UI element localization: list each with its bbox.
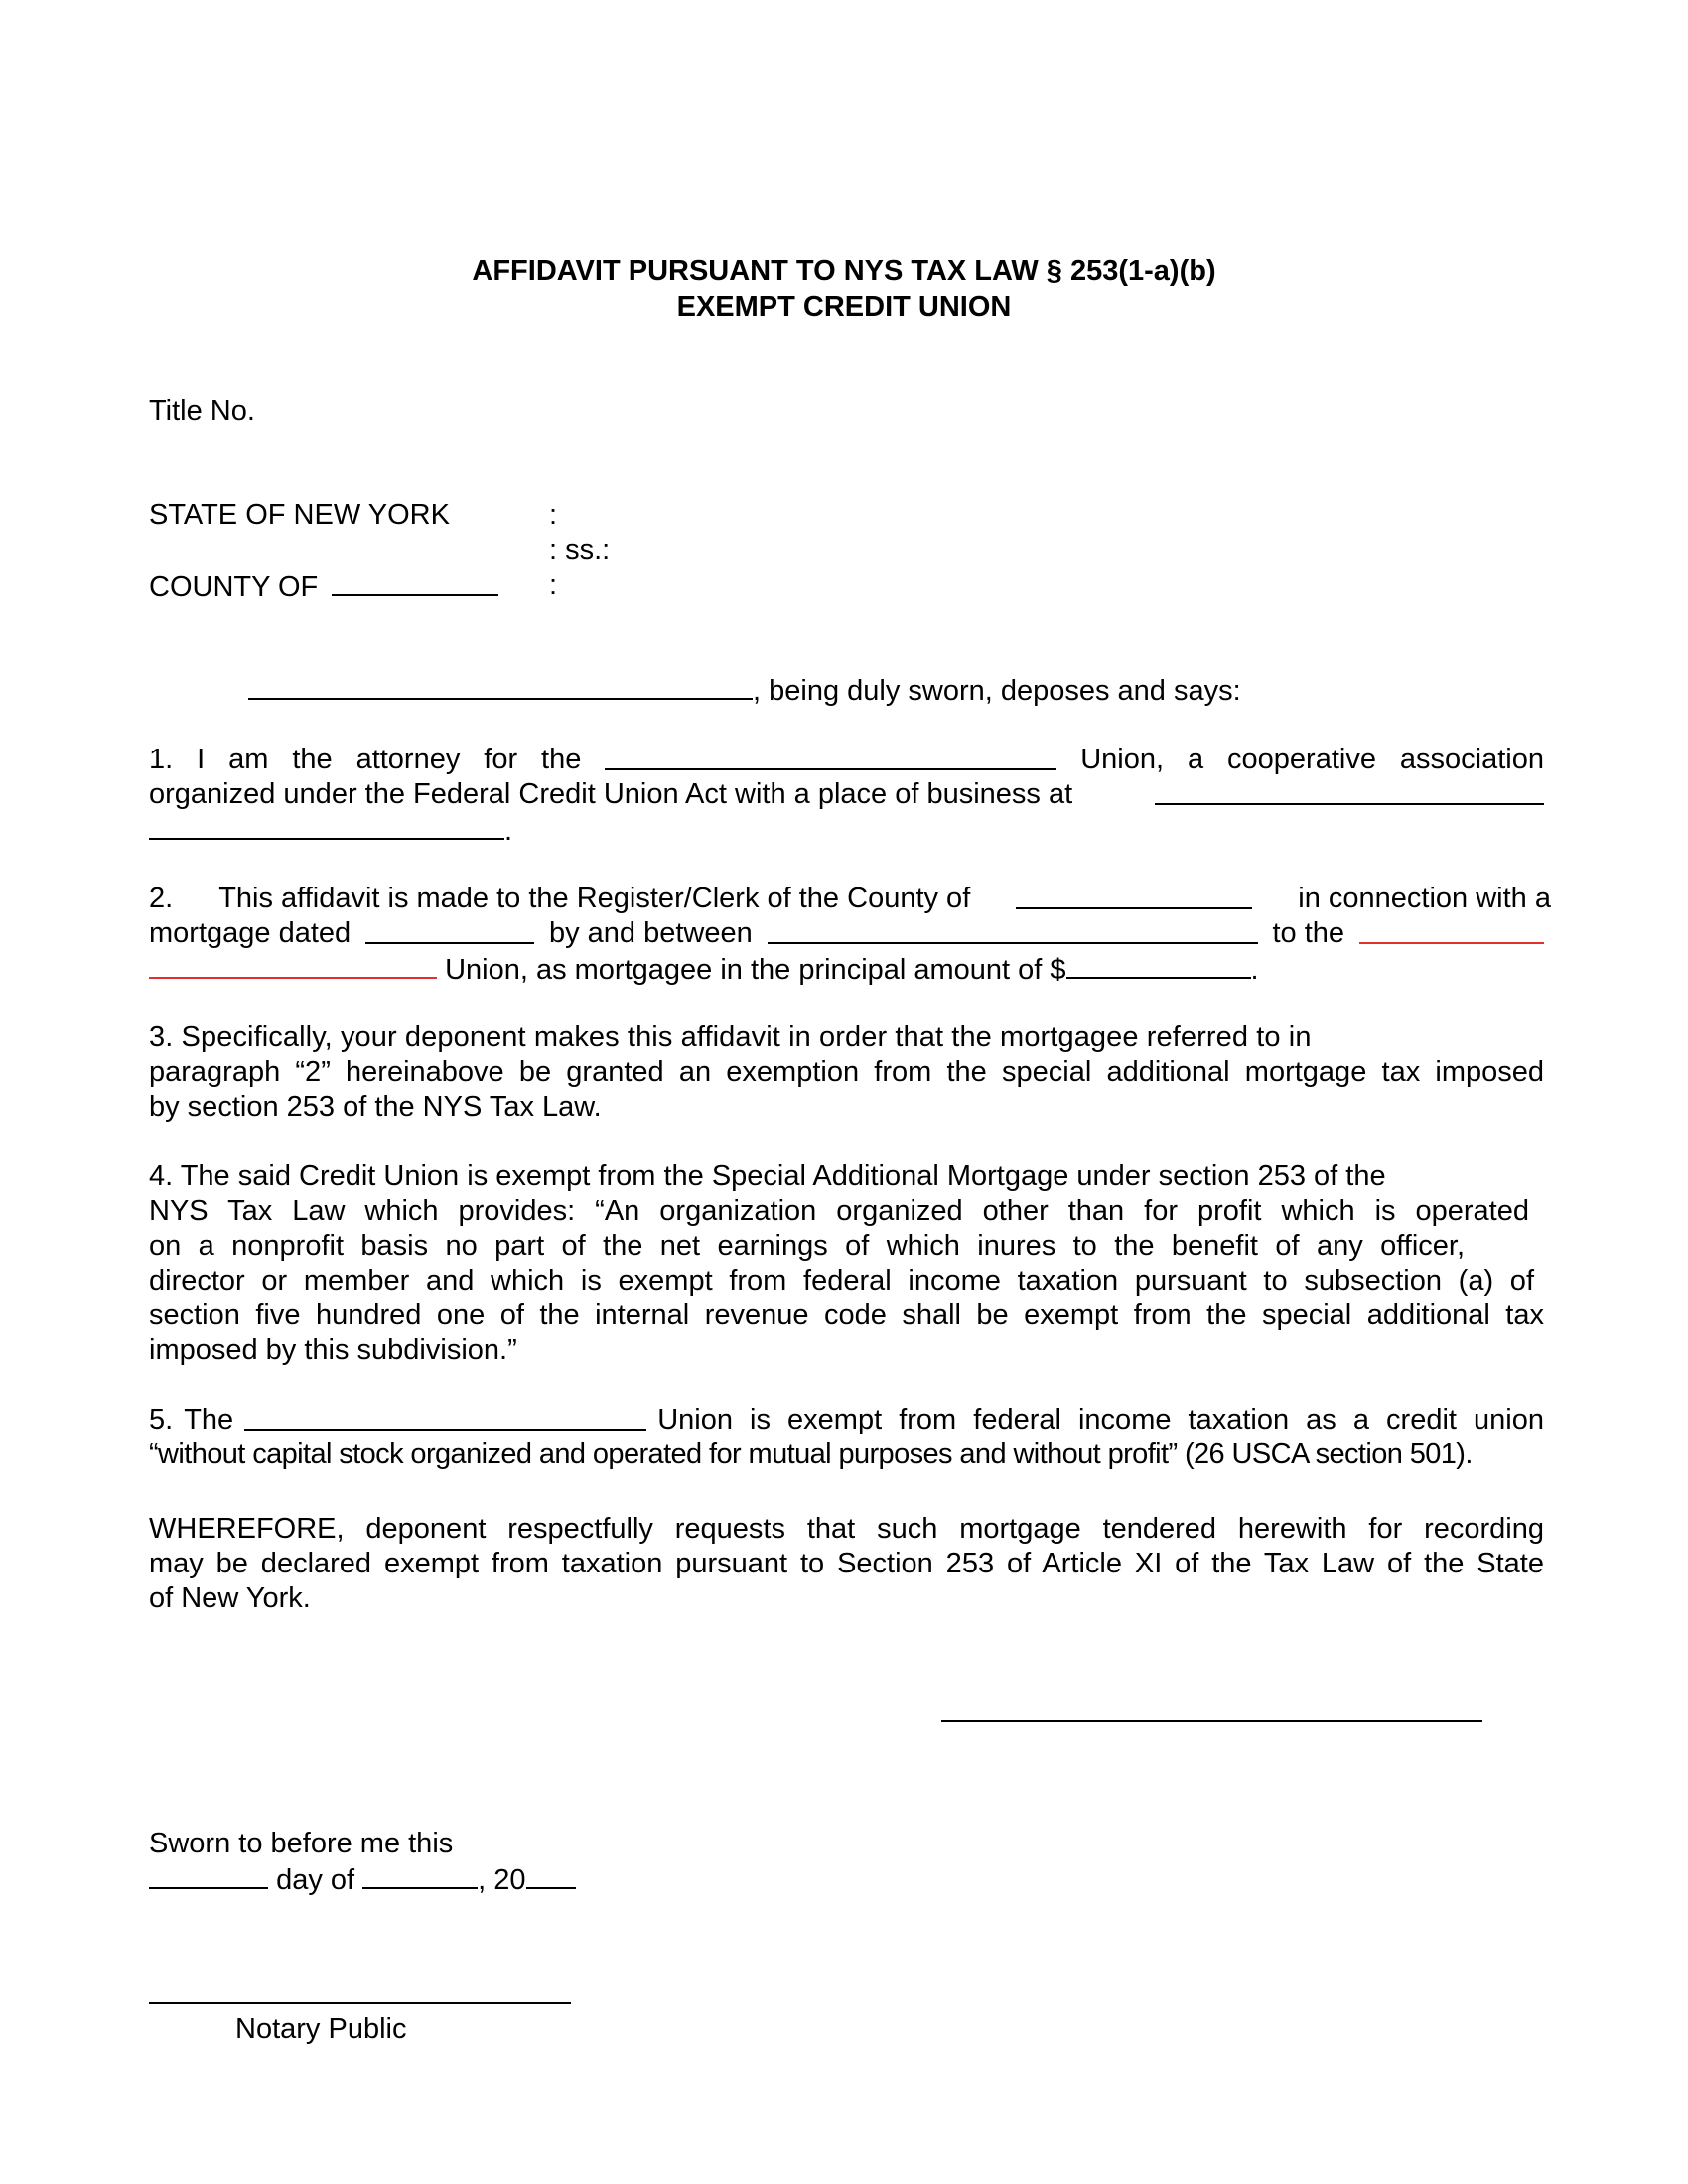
venue-county	[149, 568, 498, 605]
venue-colon-1: :	[549, 499, 558, 531]
venue-colon-3: :	[549, 569, 558, 601]
oath-intro-text: , being duly sworn, deposes and says:	[753, 675, 1241, 707]
venue-county-label: COUNTY OF	[149, 571, 319, 603]
principal-amount-blank[interactable]	[1066, 951, 1251, 979]
deponent-name-blank[interactable]	[248, 672, 753, 700]
title-no-label: Title No.	[149, 395, 255, 427]
mortgage-date-blank[interactable]	[365, 916, 534, 944]
p1-line-2: organized under the Federal Credit Union Act with a place of business at	[149, 777, 1544, 812]
credit-union-name-blank[interactable]	[605, 743, 1056, 770]
p5-line-2: “without capital stock organized and operated for mutual purposes and without profit” (26 USCA section 501).	[149, 1438, 1473, 1470]
notary-signature-line[interactable]	[149, 2002, 571, 2004]
mortgagee-blank-2[interactable]	[149, 951, 437, 979]
place-of-business-blank-2[interactable]	[149, 812, 504, 840]
p2-line-1: 2. This affidavit is made to the Register/Clerk of the County of in connection with a	[149, 883, 1551, 914]
p1-line-1: 1. I am the attorney for the Union, a cooperative association	[149, 744, 1544, 775]
venue-state: STATE OF NEW YORK	[149, 499, 450, 531]
jurat-date-line: day of , 20	[149, 1861, 576, 1898]
jurat-year-blank[interactable]	[526, 1861, 576, 1889]
paragraph-4: 4. The said Credit Union is exempt from the Special Additional Mortgage under section 253 of the NYS Tax Law which provides: “An organization organized other than for profit which is operated on a nonprofit basis no part of the net earnings of which inures to the benefit of any officer, director or member and which is exempt from federal income taxation pursuant to subsection (a) of section five hundred one of the internal revenue code shall be exempt from the special additional tax imposed by this subdivision.”	[149, 1160, 1544, 1366]
place-of-business-blank-1[interactable]	[1155, 777, 1544, 805]
paragraph-1	[149, 743, 1544, 847]
paragraph-2	[149, 882, 1551, 986]
wherefore-paragraph: WHEREFORE, deponent respectfully requests that such mortgage tendered herewith for recording may be declared exempt from taxation pursuant to Section 253 of Article XI of the Tax Law of the State of New York.	[149, 1513, 1544, 1614]
p2-line-3: Union, as mortgagee in the principal amount of $ .	[149, 951, 1551, 986]
deponent-signature-line[interactable]	[941, 1720, 1482, 1722]
document-title: AFFIDAVIT PURSUANT TO NYS TAX LAW § 253(1-a)(b)	[472, 255, 1216, 287]
p2-line-2: mortgage dated by and between to the	[149, 916, 1544, 951]
mortgagor-blank[interactable]	[768, 916, 1258, 944]
p5-credit-union-blank[interactable]	[244, 1403, 646, 1431]
p5-line-1: 5. The Union is exempt from federal income taxation as a credit union	[149, 1404, 1544, 1435]
jurat-month-blank[interactable]	[362, 1861, 478, 1889]
notary-public-label: Notary Public	[235, 2013, 407, 2045]
venue-ss: : ss.:	[549, 534, 611, 566]
jurat-day-blank[interactable]	[149, 1861, 268, 1889]
p1-line-3: .	[149, 812, 1544, 847]
document-subtitle: EXEMPT CREDIT UNION	[676, 291, 1012, 323]
jurat-sworn: Sworn to before me this	[149, 1828, 454, 1859]
paragraph-5	[149, 1403, 1551, 1472]
paragraph-3: 3. Specifically, your deponent makes this affidavit in order that the mortgagee referred to in paragraph “2” hereinabove be granted an exemption from the special additional mortgage tax imposed by section 253 of the NYS Tax Law.	[149, 1022, 1544, 1123]
oath-intro-line	[248, 672, 1241, 709]
county-blank[interactable]	[332, 568, 498, 596]
county-of-blank[interactable]	[1016, 882, 1252, 909]
mortgagee-blank-1[interactable]	[1359, 916, 1544, 944]
